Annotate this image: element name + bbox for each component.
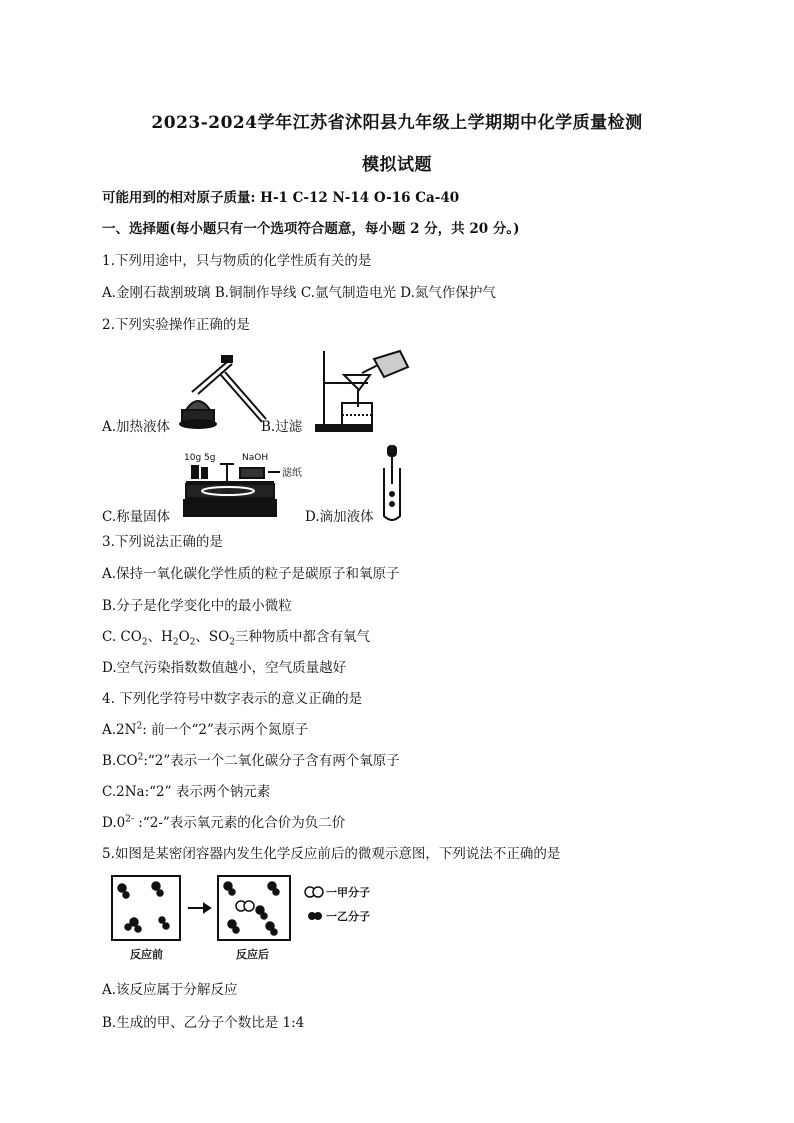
- label-before: 反应前: [130, 948, 163, 961]
- q3-c-part4: 、SO: [195, 629, 230, 645]
- exam-subtitle: 模拟试题: [362, 155, 432, 175]
- q4-stem: 4. 下列化学符号中数字表示的意义正确的是: [102, 691, 363, 707]
- q3-stem: 3.下列说法正确的是: [102, 534, 223, 550]
- q4-option-c: C.2Na:“2” 表示两个钠元素: [102, 784, 271, 800]
- q5-option-b: B.生成的甲、乙分子个数比是 1:4: [102, 1015, 305, 1031]
- atomic-masses: 可能用到的相对原子质量: H-1 C-12 N-14 O-16 Ca-40: [102, 190, 460, 206]
- q3-c-sub4: 2: [229, 637, 235, 648]
- q4-b-part1: B.CO: [102, 753, 138, 769]
- q1-options: A.金刚石裁割玻璃 B.铜制作导线 C.氩气制造电光 D.氮气作保护气: [102, 285, 496, 301]
- legend-molecule-b: 一乙分子: [326, 910, 370, 923]
- exam-title: 2023-2024学年江苏省沭阳县九年级上学期期中化学质量检测: [151, 113, 643, 133]
- section-heading: 一、选择题(每小题只有一个选项符合题意，每小题 2 分，共 20 分。): [102, 221, 520, 237]
- q2-option-c: C.称量固体: [102, 509, 171, 525]
- q3-c-part3: O: [178, 629, 190, 645]
- q3-c-part1: C. CO: [102, 629, 142, 645]
- q4-option-a: [102, 718, 308, 738]
- q4-b-sup: 2: [137, 752, 144, 763]
- q5-stem: 5.如图是某密闭容器内发生化学反应前后的微观示意图，下列说法不正确的是: [102, 846, 561, 862]
- filtration-figure: [312, 345, 422, 435]
- q4-b-part2: :“2”表示一个二氧化碳分子含有两个氧原子: [143, 753, 400, 769]
- q3-option-a: A.保持一氧化碳化学性质的粒子是碳原子和氧原子: [102, 566, 400, 582]
- dropper-figure: [378, 444, 408, 524]
- q4-d-part1: D.0: [102, 815, 126, 831]
- q5-option-a: A.该反应属于分解反应: [102, 982, 238, 998]
- q4-option-d: [102, 811, 345, 831]
- legend-molecule-a: 一甲分子: [326, 886, 370, 899]
- reaction-diagram: [108, 872, 388, 964]
- label-after: 反应后: [236, 948, 269, 961]
- q2-option-a: A.加热液体: [102, 419, 171, 435]
- q3-c-sub3: 2: [189, 637, 196, 648]
- q2-stem: 2.下列实验操作正确的是: [102, 317, 250, 333]
- q3-option-b: B.分子是化学变化中的最小微粒: [102, 598, 292, 614]
- filter-paper-label: 滤纸: [282, 468, 302, 479]
- balance-naoh-label: NaOH: [242, 453, 269, 463]
- q3-c-sub2: 2: [172, 637, 179, 648]
- q3-option-d: D.空气污染指数数值越小，空气质量越好: [102, 660, 347, 676]
- q3-c-part2: 、H: [147, 629, 173, 645]
- q2-option-b: B.过滤: [261, 419, 303, 435]
- q4-a-sup: 2: [136, 721, 143, 732]
- q4-d-part2: :“2-”表示氧元素的化合价为负二价: [134, 815, 346, 831]
- q3-option-c: [102, 625, 370, 648]
- q2-option-d: D.滴加液体: [305, 509, 374, 525]
- q4-a-part1: A.2N: [102, 722, 137, 738]
- q3-c-part5: 三种物质中都含有氧气: [234, 629, 370, 645]
- q4-a-part2: : 前一个“2”表示两个氮原子: [142, 722, 309, 738]
- q4-d-sup: 2-: [125, 814, 135, 825]
- q4-option-b: [102, 749, 400, 769]
- q1-stem: 1.下列用途中，只与物质的化学性质有关的是: [102, 253, 372, 269]
- q3-c-sub1: 2: [141, 637, 148, 648]
- balance-weights-label: 10g 5g: [184, 453, 216, 463]
- balance-figure: [180, 448, 300, 520]
